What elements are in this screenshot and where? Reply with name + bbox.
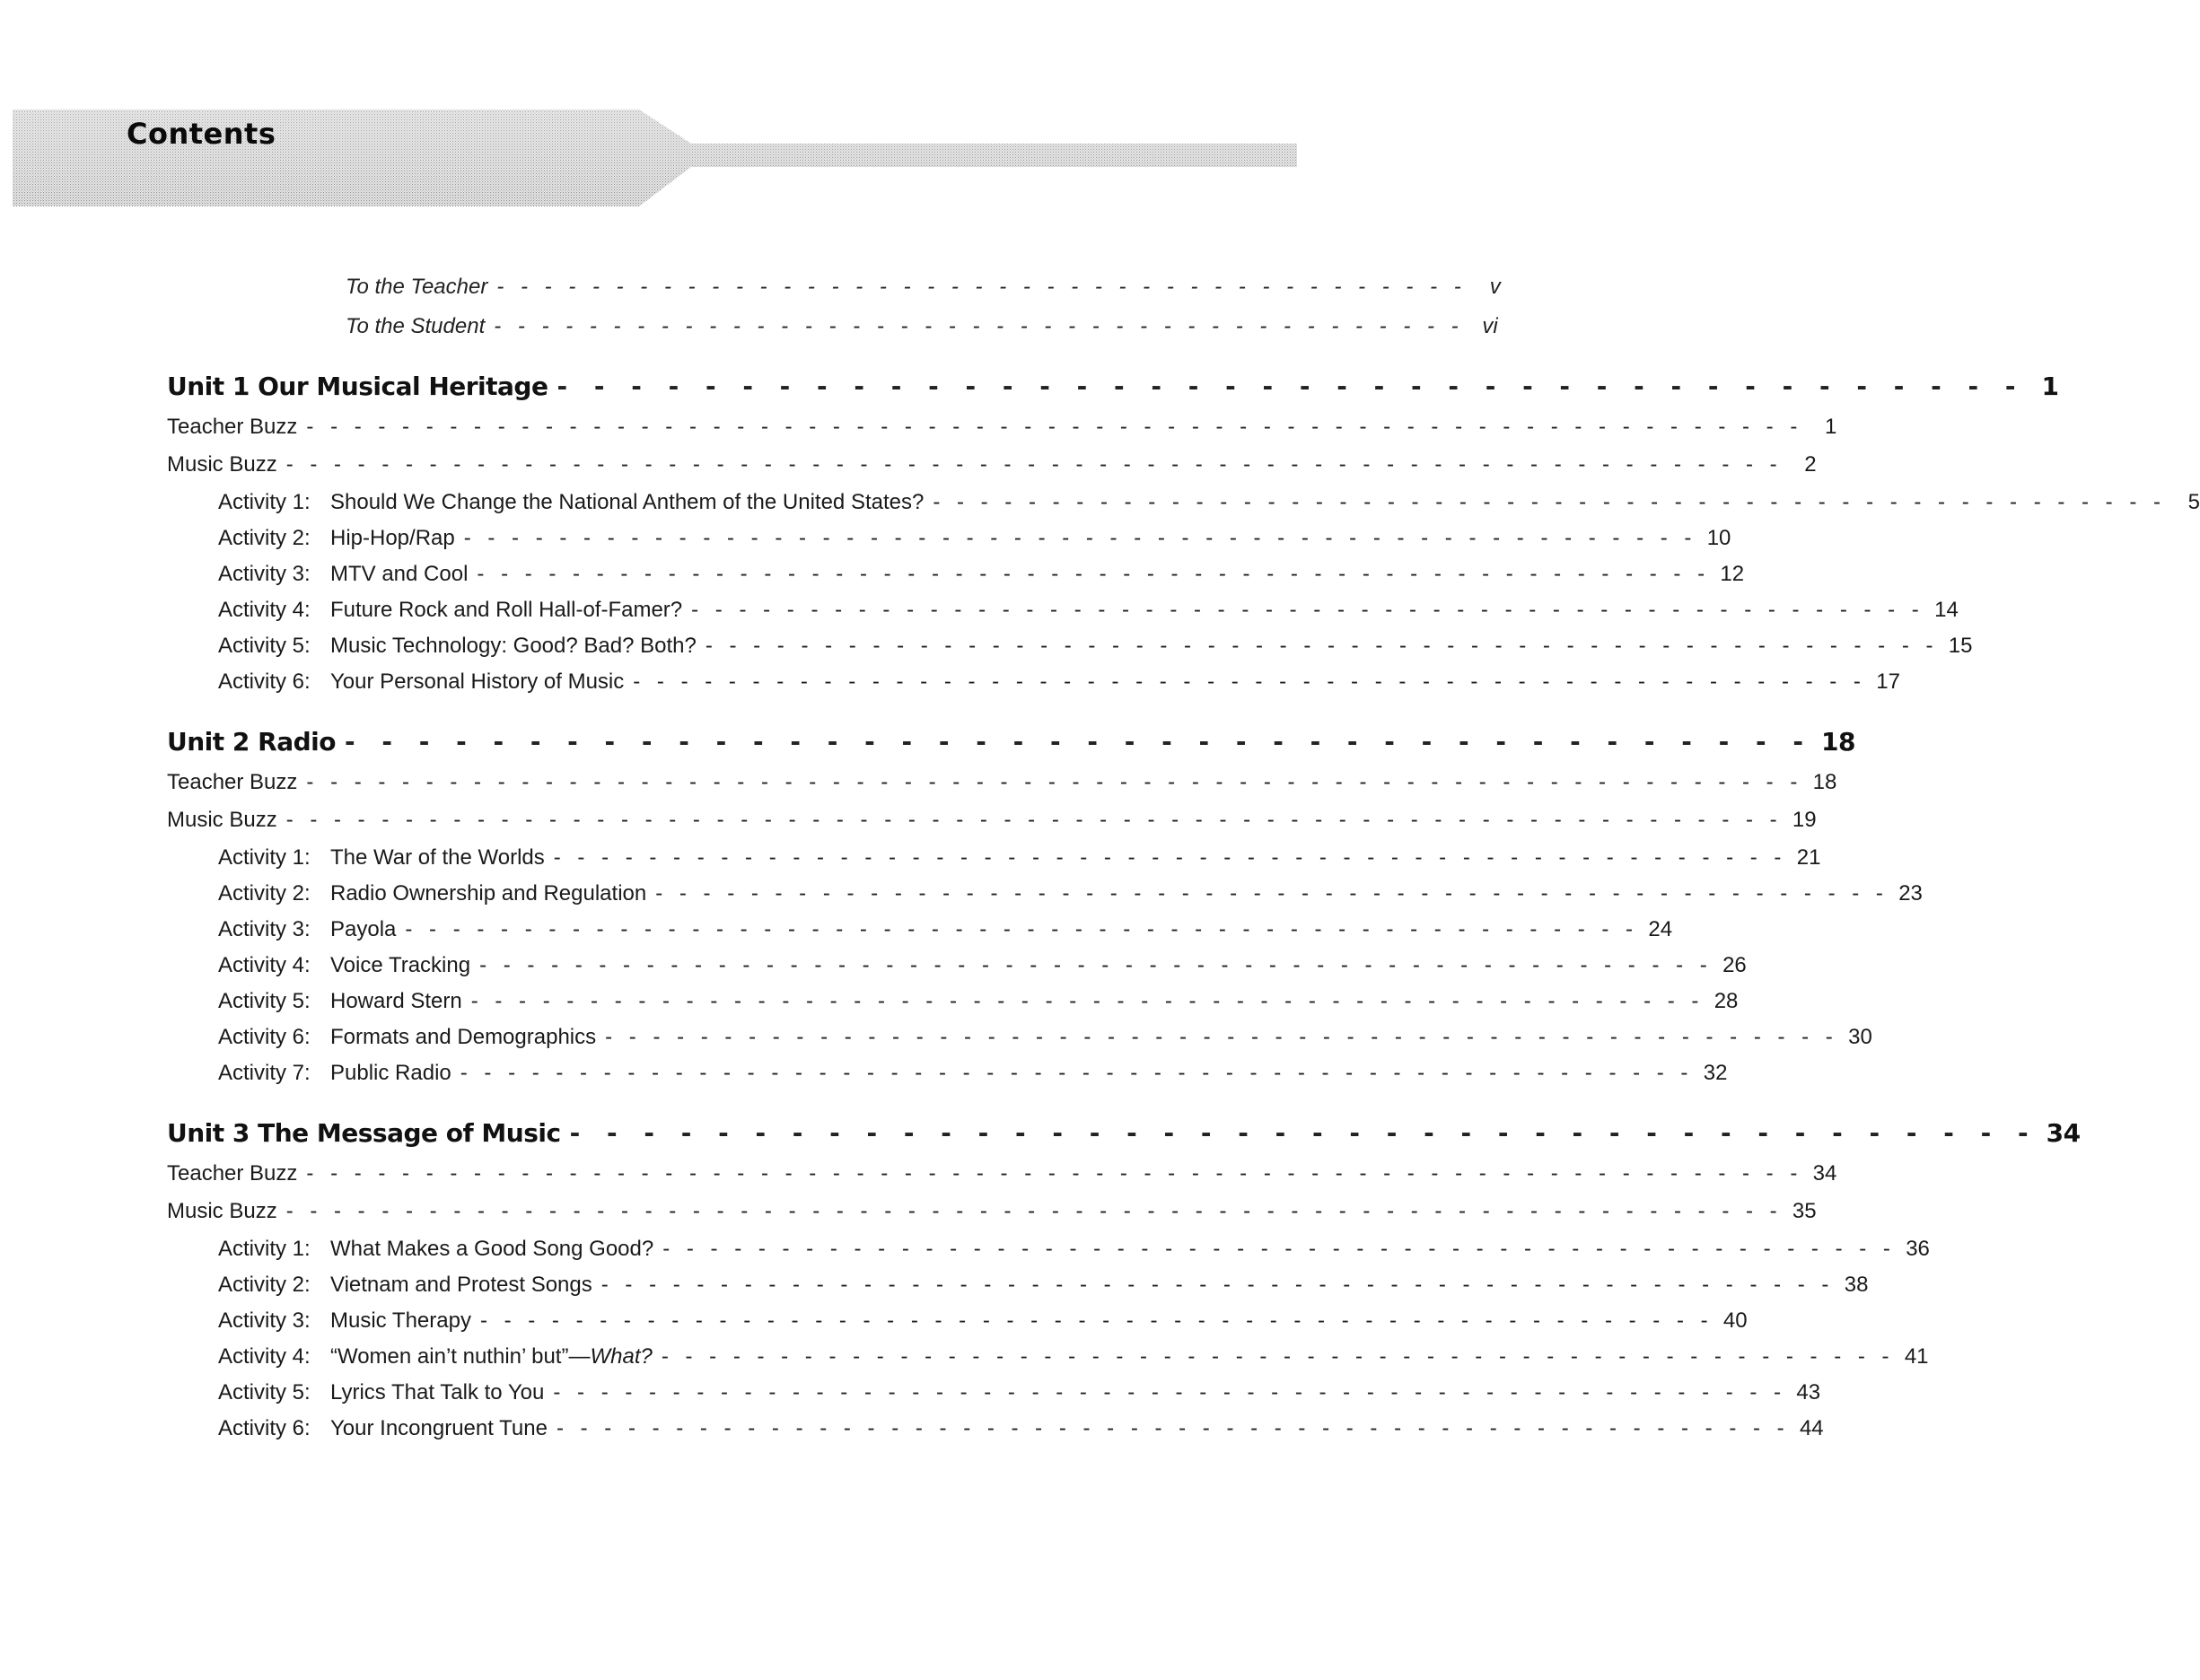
- dot-leader: - - - - - - - - - - - - - - - - - - - - - - - - - - - - - - - - - - - - - - - - -: [496, 275, 1467, 299]
- entry-title: Music Buzz: [167, 808, 277, 832]
- activity-page: 44: [1799, 1416, 1824, 1440]
- unit-title: Unit 1 Our Musical Heritage: [167, 372, 548, 401]
- activity-number: Activity 4:: [218, 953, 311, 977]
- toc-activity[interactable]: [218, 1308, 1748, 1334]
- activity-page: 12: [1720, 562, 1745, 586]
- toc-activity[interactable]: [218, 1061, 1728, 1086]
- toc-activity[interactable]: [218, 1237, 1930, 1262]
- activity-number: Activity 2:: [218, 526, 311, 550]
- activity-title: Should We Change the National Anthem of the United States?: [330, 490, 925, 514]
- dot-leader: - - - - - - - - - - - - - - - - - - - - - - - - - - - - - - - - - - - - - - - - - - - - - - - - - - - - - - - - - - - - - - -: [306, 415, 1803, 439]
- activity-number: Activity 2:: [218, 881, 311, 906]
- entry-page: 2: [1804, 452, 1817, 477]
- toc-entry-music-buzz[interactable]: [167, 452, 1817, 477]
- activity-number: Activity 4:: [218, 598, 311, 622]
- activity-page: 40: [1722, 1308, 1748, 1333]
- dot-leader: - - - - - - - - - - - - - - - - - - - - - - - - - - - - - - - - - - - - - - - - - - - - - - - - - - - -: [933, 490, 2166, 514]
- activity-page: 21: [1796, 845, 1821, 870]
- activity-title: Public Radio: [330, 1061, 451, 1085]
- activity-number: Activity 6:: [218, 669, 311, 694]
- toc-entry-to-the-student[interactable]: [346, 314, 1498, 339]
- activity-title: Formats and Demographics: [330, 1025, 597, 1049]
- activity-title: Music Technology: Good? Bad? Both?: [330, 634, 697, 658]
- toc-entry-teacher-buzz[interactable]: [167, 770, 1837, 795]
- activity-title: Radio Ownership and Regulation: [330, 881, 647, 906]
- dot-leader: - - - - - - - - - - - - - - - - - - - - - - - - - - - - - - - - - - - - - - - - - - - - - - - - - - - -: [661, 1344, 1895, 1369]
- activity-title: Your Incongruent Tune: [330, 1416, 548, 1440]
- dot-leader: - - - - - - - - - - - - - - - - - - - - - - - - - - - - - - - - - - - - - - - - - - - - - - - - - - - -: [553, 1380, 1787, 1404]
- dot-leader: - - - - - - - - - - - - - - - - - - - - - - - - - - - - - - - - - - - - - - - - - - - - - - - - - - - -: [553, 845, 1787, 870]
- dot-leader: - - - - - - - - - - - - - - - - - - - - - - - - - - - - - - - - - - - - - - - - - - - - - - - - - - - -: [705, 634, 1939, 658]
- unit-page: 18: [1821, 727, 1855, 757]
- activity-number: Activity 3:: [218, 1308, 311, 1333]
- entry-page: v: [1489, 275, 1501, 299]
- dash-leader: - - - - - - - - - - - - - - - - - - - - - - - - - - - - - - - - - - - - - - - -: [557, 372, 2025, 401]
- activity-page: 23: [1898, 881, 1923, 906]
- activity-page: 43: [1796, 1380, 1821, 1404]
- entry-page: 35: [1792, 1199, 1817, 1223]
- toc-activity[interactable]: [218, 490, 2200, 515]
- toc-activity[interactable]: [218, 1416, 1824, 1441]
- toc-activity[interactable]: [218, 598, 1959, 623]
- dot-leader: - - - - - - - - - - - - - - - - - - - - - - - - - - - - - - - - - - - - - - - - - - - - - - - - - - - -: [470, 989, 1705, 1013]
- activity-number: Activity 7:: [218, 1061, 311, 1085]
- activity-title: Lyrics That Talk to You: [330, 1380, 545, 1404]
- dot-leader: - - - - - - - - - - - - - - - - - - - - - - - - - - - - - - - - - - - - - - - - - - - - - - - - - - - - - - - - - - - - - - -: [285, 808, 1783, 832]
- entry-title: Teacher Buzz: [167, 770, 298, 794]
- toc-activity[interactable]: [218, 562, 1745, 587]
- activity-number: Activity 6:: [218, 1416, 311, 1440]
- activity-title: Payola: [330, 917, 397, 941]
- dot-leader: - - - - - - - - - - - - - - - - - - - - - - - - - - - - - - - - - - - - - - - - - - - - - - - - - - - -: [463, 526, 1697, 550]
- activity-number: Activity 4:: [218, 1344, 311, 1369]
- toc-activity[interactable]: [218, 881, 1923, 906]
- activity-title: Vietnam and Protest Songs: [330, 1273, 592, 1297]
- activity-page: 32: [1703, 1061, 1728, 1085]
- activity-page: 5: [2187, 490, 2200, 514]
- activity-number: Activity 5:: [218, 634, 311, 658]
- entry-page: 34: [1812, 1161, 1837, 1186]
- toc-activity[interactable]: [218, 917, 1673, 942]
- activity-number: Activity 1:: [218, 1237, 311, 1261]
- toc-activity[interactable]: [218, 634, 1973, 659]
- activity-title: Your Personal History of Music: [330, 669, 625, 694]
- activity-number: Activity 1:: [218, 490, 311, 514]
- activity-title-italic: What?: [590, 1344, 653, 1369]
- dot-leader: - - - - - - - - - - - - - - - - - - - - - - - - - - - - - - - - - - - - - - - - - - - - - - - - - - - -: [460, 1061, 1694, 1085]
- entry-title: Music Buzz: [167, 1199, 277, 1223]
- dot-leader: - - - - - - - - - - - - - - - - - - - - - - - - - - - - - - - - - - - - - - - - - - - - - - - - - - - -: [605, 1025, 1838, 1049]
- unit-title: Unit 3 The Message of Music: [167, 1118, 561, 1148]
- activity-title: Hip-Hop/Rap: [330, 526, 455, 550]
- activity-page: 26: [1722, 953, 1747, 977]
- dot-leader: - - - - - - - - - - - - - - - - - - - - - - - - - - - - - - - - - - - - - - - - - - - - - - - - - - - -: [405, 917, 1639, 941]
- dot-leader: - - - - - - - - - - - - - - - - - - - - - - - - - - - - - - - - - - - - - - - - -: [494, 314, 1464, 338]
- activity-page: 28: [1714, 989, 1739, 1013]
- dot-leader: - - - - - - - - - - - - - - - - - - - - - - - - - - - - - - - - - - - - - - - - - - - - - - - - - - - - - - - - - - - - - - -: [306, 770, 1803, 794]
- toc-activity[interactable]: [218, 1380, 1821, 1405]
- dot-leader: - - - - - - - - - - - - - - - - - - - - - - - - - - - - - - - - - - - - - - - - - - - - - - - - - - - -: [655, 881, 1889, 906]
- toc-activity[interactable]: [218, 953, 1747, 978]
- dot-leader: - - - - - - - - - - - - - - - - - - - - - - - - - - - - - - - - - - - - - - - - - - - - - - - - - - - - - - - - - - - - - - -: [285, 452, 1783, 477]
- activity-number: Activity 6:: [218, 1025, 311, 1049]
- toc-activity[interactable]: [218, 1344, 1929, 1369]
- dot-leader: - - - - - - - - - - - - - - - - - - - - - - - - - - - - - - - - - - - - - - - - - - - - - - - - - - - -: [633, 669, 1866, 694]
- activity-number: Activity 2:: [218, 1273, 311, 1297]
- toc-unit-3[interactable]: [167, 1118, 2081, 1148]
- toc-activity[interactable]: [218, 526, 1731, 551]
- entry-title: Music Buzz: [167, 452, 277, 477]
- toc-activity[interactable]: [218, 845, 1821, 871]
- toc-unit-2[interactable]: [167, 727, 1855, 757]
- activity-title: Voice Tracking: [330, 953, 471, 977]
- entry-page: 18: [1812, 770, 1837, 794]
- toc-entry-music-buzz[interactable]: [167, 808, 1817, 833]
- toc-entry-teacher-buzz[interactable]: [167, 1161, 1837, 1186]
- entry-page: vi: [1482, 314, 1498, 338]
- activity-title: [330, 1344, 653, 1369]
- toc-activity[interactable]: [218, 1025, 1872, 1050]
- activity-title: MTV and Cool: [330, 562, 469, 586]
- toc-entry-teacher-buzz[interactable]: [167, 415, 1837, 440]
- activity-page: 14: [1934, 598, 1959, 622]
- unit-page: 1: [2041, 372, 2059, 401]
- entry-title: Teacher Buzz: [167, 1161, 298, 1186]
- activity-title: Future Rock and Roll Hall-of-Famer?: [330, 598, 683, 622]
- toc-entry-to-the-teacher[interactable]: [346, 275, 1501, 300]
- activity-number: Activity 5:: [218, 1380, 311, 1404]
- activity-title: What Makes a Good Song Good?: [330, 1237, 654, 1261]
- entry-title: Teacher Buzz: [167, 415, 298, 439]
- page-title: Contents: [127, 117, 276, 151]
- toc-entry-music-buzz[interactable]: [167, 1199, 1817, 1224]
- dot-leader: - - - - - - - - - - - - - - - - - - - - - - - - - - - - - - - - - - - - - - - - - - - - - - - - - - - - - - - - - - - - - - -: [285, 1199, 1783, 1223]
- activity-number: Activity 3:: [218, 917, 311, 941]
- unit-page: 34: [2046, 1118, 2081, 1148]
- entry-title: To the Teacher: [346, 275, 488, 299]
- activity-page: 41: [1904, 1344, 1929, 1369]
- toc-activity[interactable]: [218, 669, 1900, 695]
- activity-title: Music Therapy: [330, 1308, 471, 1333]
- entry-title: To the Student: [346, 314, 486, 338]
- entry-page: 1: [1824, 415, 1837, 439]
- toc-activity[interactable]: [218, 1273, 1869, 1298]
- activity-number: Activity 5:: [218, 989, 311, 1013]
- activity-page: 36: [1906, 1237, 1930, 1261]
- activity-title: Howard Stern: [330, 989, 462, 1013]
- activity-title: The War of the Worlds: [330, 845, 545, 870]
- dot-leader: - - - - - - - - - - - - - - - - - - - - - - - - - - - - - - - - - - - - - - - - - - - - - - - - - - - -: [556, 1416, 1790, 1440]
- activity-page: 38: [1844, 1273, 1869, 1297]
- dash-leader: - - - - - - - - - - - - - - - - - - - - - - - - - - - - - - - - - - - - - - - -: [344, 727, 1812, 757]
- activity-page: 30: [1848, 1025, 1872, 1049]
- dot-leader: - - - - - - - - - - - - - - - - - - - - - - - - - - - - - - - - - - - - - - - - - - - - - - - - - - - -: [477, 562, 1711, 586]
- activity-page: 24: [1648, 917, 1673, 941]
- activity-page: 17: [1876, 669, 1900, 694]
- activity-page: 10: [1706, 526, 1731, 550]
- activity-page: 15: [1948, 634, 1973, 658]
- dot-leader: - - - - - - - - - - - - - - - - - - - - - - - - - - - - - - - - - - - - - - - - - - - - - - - - - - - -: [662, 1237, 1896, 1261]
- dash-leader: - - - - - - - - - - - - - - - - - - - - - - - - - - - - - - - - - - - - - - - -: [569, 1118, 2038, 1148]
- activity-number: Activity 1:: [218, 845, 311, 870]
- unit-title: Unit 2 Radio: [167, 727, 336, 757]
- activity-number: Activity 3:: [218, 562, 311, 586]
- activity-title-main: “Women ain’t nuthin’ but”—: [330, 1344, 591, 1369]
- dot-leader: - - - - - - - - - - - - - - - - - - - - - - - - - - - - - - - - - - - - - - - - - - - - - - - - - - - - - - - - - - - - - - -: [306, 1161, 1803, 1186]
- toc-activity[interactable]: [218, 989, 1739, 1014]
- dot-leader: - - - - - - - - - - - - - - - - - - - - - - - - - - - - - - - - - - - - - - - - - - - - - - - - - - - -: [479, 953, 1713, 977]
- dot-leader: - - - - - - - - - - - - - - - - - - - - - - - - - - - - - - - - - - - - - - - - - - - - - - - - - - - -: [600, 1273, 1835, 1297]
- entry-page: 19: [1792, 808, 1817, 832]
- toc-unit-1[interactable]: [167, 372, 2059, 401]
- dot-leader: - - - - - - - - - - - - - - - - - - - - - - - - - - - - - - - - - - - - - - - - - - - - - - - - - - - -: [479, 1308, 1714, 1333]
- dot-leader: - - - - - - - - - - - - - - - - - - - - - - - - - - - - - - - - - - - - - - - - - - - - - - - - - - - -: [691, 598, 1924, 622]
